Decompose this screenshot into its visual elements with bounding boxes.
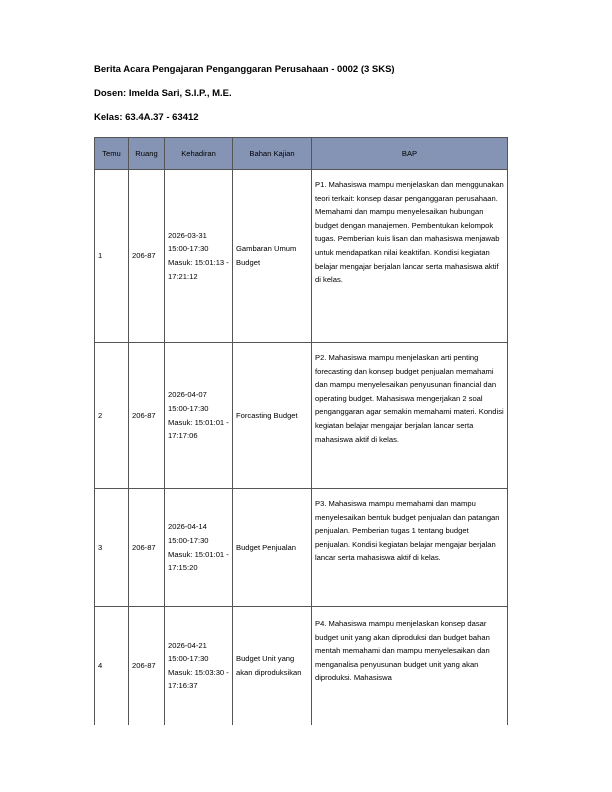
cell-bahan-kajian: Gambaran Umum Budget [233, 170, 312, 343]
cell-bahan-kajian: Forcasting Budget [233, 343, 312, 489]
class-line: Kelas: 63.4A.37 - 63412 [94, 112, 199, 123]
cell-ruang: 206-87 [129, 489, 165, 607]
cell-bahan-kajian: Budget Unit yang akan diproduksikan [233, 607, 312, 725]
document-title: Berita Acara Pengajaran Penganggaran Perusahaan - 0002 (3 SKS) [94, 64, 395, 75]
cell-bap: P4. Mahasiswa mampu menjelaskan konsep dasar budget unit yang akan diproduksi dan budget bahan mentah memahami dan mampu menyelesaikan dan menganalisa penyusunan budget unit yang akan diproduksi. Mahasiswa [312, 607, 508, 725]
header-temu: Temu [95, 138, 129, 170]
cell-ruang: 206-87 [129, 343, 165, 489]
table-row [95, 489, 508, 607]
cell-kehadiran: 2026-03-31 15:00-17:30 Masuk: 15:01:13 - 17:21:12 [165, 170, 233, 343]
header-bap: BAP [312, 138, 508, 170]
cell-kehadiran: 2026-04-21 15:00-17:30 Masuk: 15:03:30 - 17:16:37 [165, 607, 233, 725]
bap-table [94, 137, 508, 725]
header-bahan-kajian: Bahan Kajian [233, 138, 312, 170]
cell-bahan-kajian: Budget Penjualan [233, 489, 312, 607]
table-row [95, 607, 508, 725]
cell-temu: 1 [95, 170, 129, 343]
cell-temu: 3 [95, 489, 129, 607]
table-row [95, 343, 508, 489]
cell-kehadiran: 2026-04-14 15:00-17:30 Masuk: 15:01:01 - 17:15:20 [165, 489, 233, 607]
lecturer-line: Dosen: Imelda Sari, S.I.P., M.E. [94, 88, 232, 99]
table-header-row [95, 138, 508, 170]
cell-bap: P3. Mahasiswa mampu memahami dan mampu menyelesaikan bentuk budget penjualan dan patangan penjualan. Pemberian tugas 1 tentang budget penjualan. Kondisi kegiatan belajar mengajar berjalan lancar serta mahasiswa aktif di kelas. [312, 489, 508, 607]
header-ruang: Ruang [129, 138, 165, 170]
cell-bap: P1. Mahasiswa mampu menjelaskan dan menggunakan teori terkait: konsep dasar penganggaran perusahaan. Memahami dan mampu menyelesaikan hubungan budget dengan manajemen. Pembentukan kelompok tugas. Pemberian kuis lisan dan mahasiswa menjawab untuk mendapatkan nilai keaktifan. Kondisi kegiatan belajar mengajar berjalan lancar serta mahasiswa aktif di kelas. [312, 170, 508, 343]
cell-ruang: 206-87 [129, 170, 165, 343]
cell-temu: 2 [95, 343, 129, 489]
cell-kehadiran: 2026-04-07 15:00-17:30 Masuk: 15:01:01 - 17:17:06 [165, 343, 233, 489]
cell-ruang: 206-87 [129, 607, 165, 725]
cell-temu: 4 [95, 607, 129, 725]
table-row [95, 170, 508, 343]
header-kehadiran: Kehadiran [165, 138, 233, 170]
cell-bap: P2. Mahasiswa mampu menjelaskan arti penting forecasting dan konsep budget penjualan memahami dan mampu menyelesaikan penyusunan financial dan operating budget. Mahasiswa mengerjakan 2 soal penganggaran agar semakin memahami materi. Kondisi kegiatan belajar mengajar berjalan lancar serta mahasiswa aktif di kelas. [312, 343, 508, 489]
